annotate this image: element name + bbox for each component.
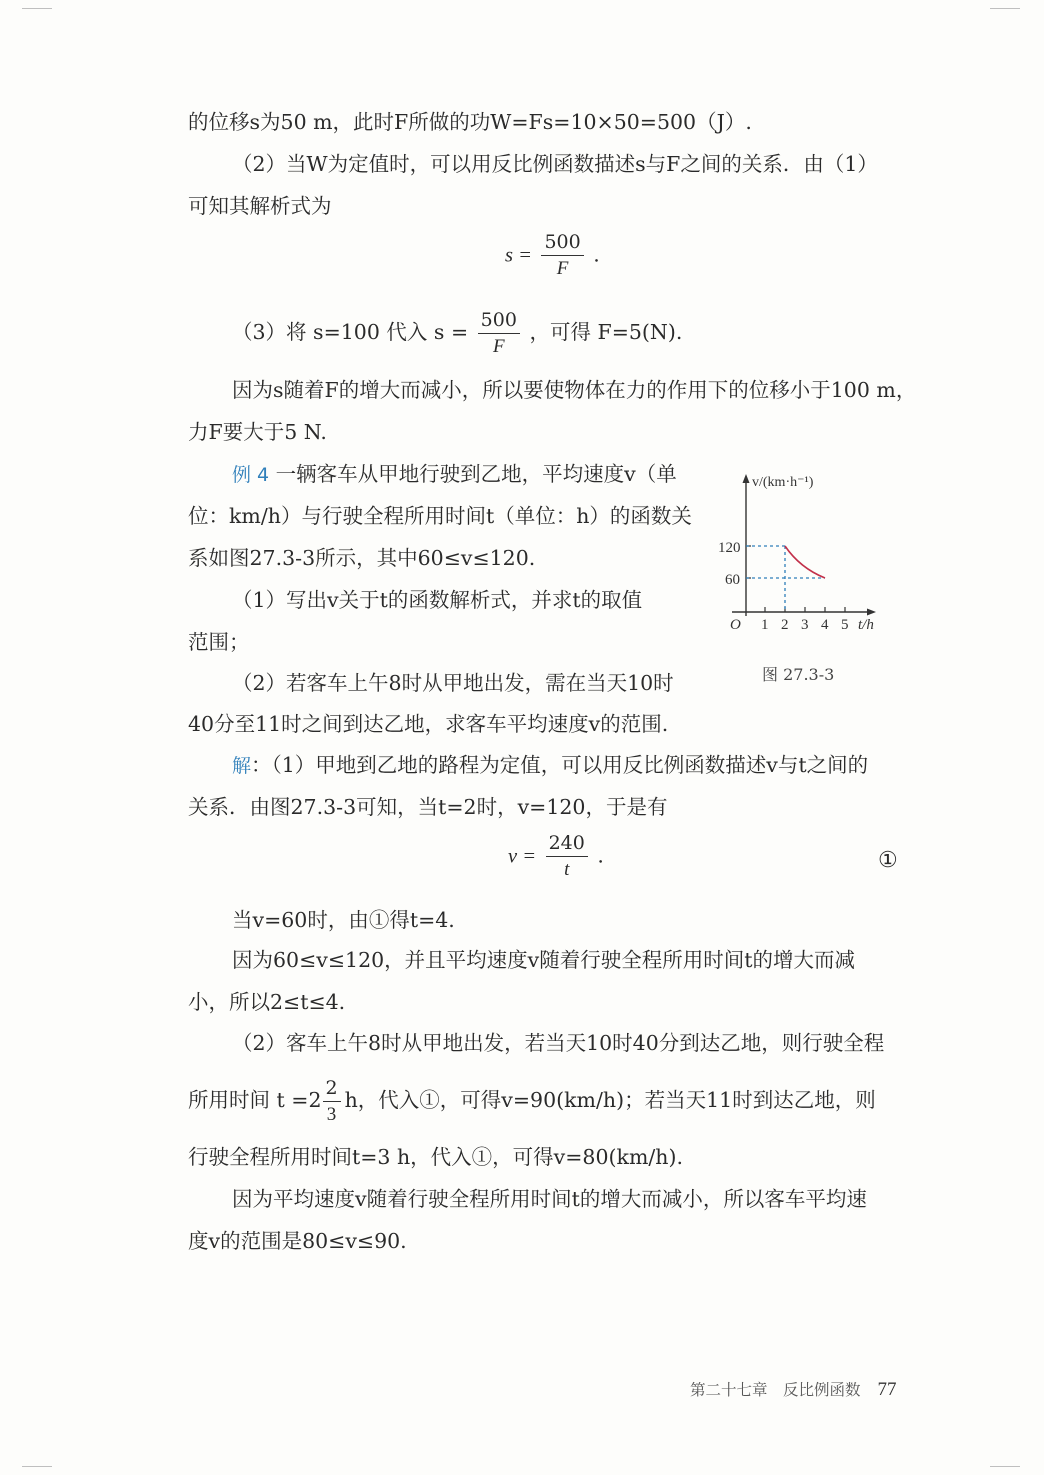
- text-segment: （3）将 s=100 代入 s =: [232, 320, 469, 344]
- formula-s-equals-500-over-f: [505, 232, 600, 280]
- formula-lhs: s =: [505, 244, 532, 267]
- text-line: 范围；: [188, 630, 250, 654]
- text-line: 行驶全程所用时间t=3 h，代入①，可得v=80(km/h).: [188, 1145, 684, 1169]
- text-line-mixed-fraction: [188, 1072, 903, 1128]
- fraction-denominator: F: [493, 335, 505, 357]
- origin-label: O: [730, 617, 741, 633]
- page-footer: [690, 1378, 896, 1401]
- solution-label: 解: [232, 755, 252, 777]
- formula-period: .: [593, 242, 600, 267]
- text-line-substitution: [232, 306, 903, 358]
- equation-number: ①: [878, 848, 898, 873]
- x-tick-label: 2: [781, 617, 789, 633]
- fraction: [323, 1078, 341, 1126]
- x-tick-label: 1: [761, 617, 769, 633]
- y-axis-label: v/(km·h⁻¹): [752, 475, 814, 490]
- y-tick-label-60: 60: [725, 572, 740, 588]
- fraction: [541, 232, 583, 280]
- figure-caption: 图 27.3-3: [762, 665, 835, 684]
- text-line: 40分至11时之间到达乙地，求客车平均速度v的范围.: [188, 712, 669, 736]
- y-axis-arrow: [743, 474, 750, 483]
- x-tick-label: 5: [841, 617, 849, 633]
- crop-mark-bottom-left: [22, 1466, 52, 1467]
- text-line: 关系．由图27.3-3可知，当t=2时，v=120，于是有: [188, 795, 668, 819]
- text-line: （2）当W为定值时，可以用反比例函数描述s与F之间的关系．由（1）: [232, 152, 878, 176]
- text-line: 的位移s为50 m，此时F所做的功W=Fs=10×50=500（J）.: [188, 110, 752, 134]
- text-line: （2）若客车上午8时从甲地出发，需在当天10时: [232, 671, 674, 695]
- text-line: 力F要大于5 N.: [188, 420, 327, 444]
- text-line: 位：km/h）与行驶全程所用时间t（单位：h）的函数关: [188, 504, 692, 528]
- text-line: 当v=60时，由①得t=4.: [232, 908, 455, 932]
- x-tick-label: 4: [821, 617, 829, 633]
- text-line: 小，所以2≤t≤4.: [188, 990, 346, 1014]
- x-axis-label: t/h: [858, 617, 874, 633]
- x-axis-arrow: [867, 609, 876, 616]
- velocity-time-graph: [712, 466, 887, 638]
- x-tick-label: 3: [801, 617, 809, 633]
- text-line: 因为s随着F的增大而减小，所以要使物体在力的作用下的位移小于100 m，: [232, 378, 917, 402]
- text-segment: 所用时间 t =2: [188, 1088, 322, 1112]
- text-segment: h，代入①，可得v=90(km/h)；若当天11时到达乙地，则: [344, 1088, 876, 1112]
- formula-period: .: [597, 843, 604, 868]
- text-line: （1）写出v关于t的函数解析式，并求t的取值: [232, 588, 643, 612]
- example-label: 例 4: [232, 464, 270, 486]
- fraction-denominator: t: [564, 858, 570, 880]
- text-line: 因为60≤v≤120，并且平均速度v随着行驶全程所用时间t的增大而减: [232, 948, 855, 972]
- fraction-numerator: 2: [323, 1078, 341, 1102]
- text-segment: ：（1）甲地到乙地的路程为定值，可以用反比例函数描述v与t之间的: [251, 753, 869, 777]
- crop-mark-top-left: [22, 8, 52, 9]
- text-line: 系如图27.3-3所示，其中60≤v≤120.: [188, 546, 536, 570]
- fraction-numerator: 500: [541, 232, 583, 256]
- text-line: 因为平均速度v随着行驶全程所用时间t的增大而减小，所以客车平均速: [232, 1187, 867, 1211]
- fraction: [546, 833, 588, 881]
- solution-heading-line: [232, 750, 903, 781]
- crop-mark-bottom-right: [990, 1466, 1020, 1467]
- dashed-guides: [746, 546, 825, 612]
- x-ticks: [765, 607, 845, 612]
- text-line: （2）客车上午8时从甲地出发，若当天10时40分到达乙地，则行驶全程: [232, 1031, 885, 1055]
- text-segment: ，可得 F=5(N).: [529, 320, 683, 344]
- formula-v-equals-240-over-t: [508, 833, 604, 881]
- text-segment: 一辆客车从甲地行驶到乙地，平均速度v（单: [275, 462, 677, 486]
- crop-mark-top-right: [990, 8, 1020, 9]
- y-tick-label-120: 120: [718, 540, 741, 556]
- text-line: 可知其解析式为: [188, 194, 332, 218]
- inverse-curve: [785, 546, 825, 578]
- fraction-denominator: 3: [326, 1103, 337, 1125]
- text-line: 度v的范围是80≤v≤90.: [188, 1229, 407, 1253]
- page-number: 77: [877, 1379, 897, 1400]
- formula-lhs: v =: [508, 845, 537, 868]
- example-heading-line: [232, 459, 697, 490]
- fraction-numerator: 240: [546, 833, 588, 857]
- fraction-numerator: 500: [478, 310, 520, 334]
- fraction: [478, 310, 520, 358]
- chapter-title: 第二十七章 反比例函数: [690, 1381, 861, 1399]
- fraction-denominator: F: [556, 257, 569, 279]
